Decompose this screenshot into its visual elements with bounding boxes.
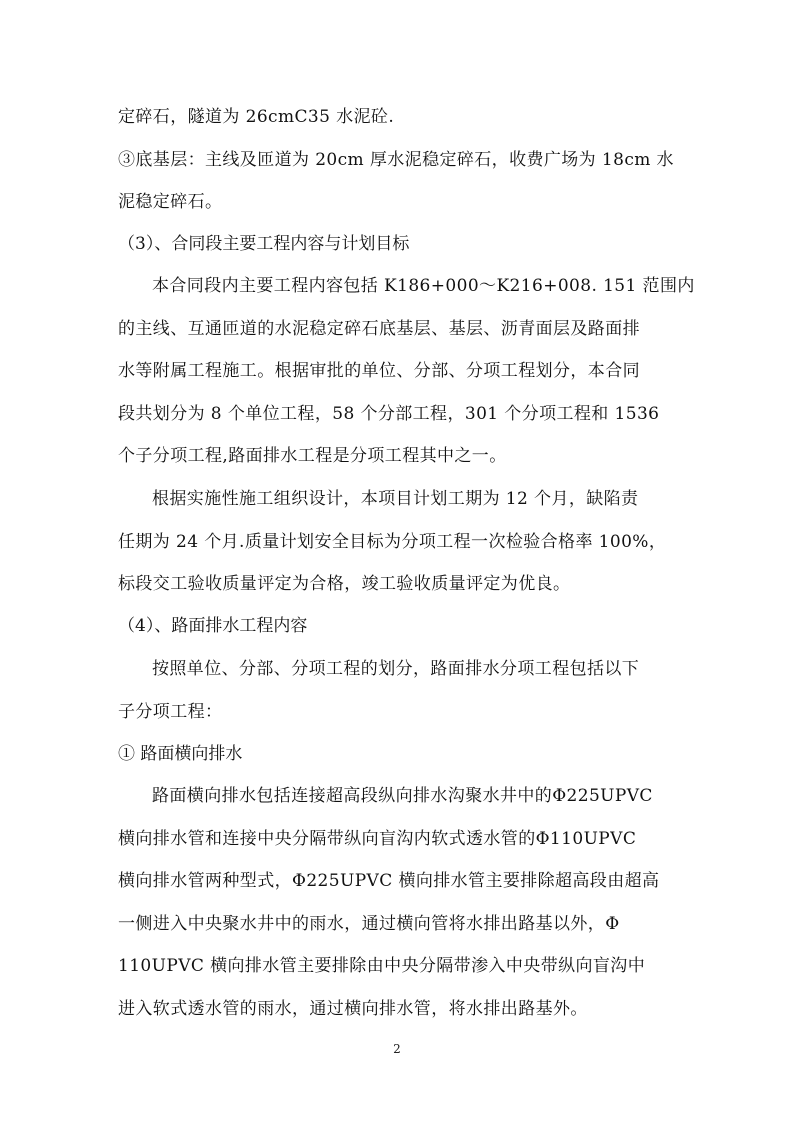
text-line: 的主线、互通匝道的水泥稳定碎石底基层、基层、沥青面层及路面排 [118,318,640,339]
paragraph-base-layer [118,96,678,224]
text-line: 本合同段内主要工程内容包括 K186+000～K216+008. 151 范围内 [152,276,695,296]
text-line: 路面横向排水包括连接超高段纵向排水沟聚水井中的Φ225UPVC [152,786,653,806]
section-heading-3: （3）、合同段主要工程内容与计划目标 [118,234,410,254]
paragraph-schedule [118,478,678,606]
text-line: 标段交工验收质量评定为合格，竣工验收质量评定为优良。 [118,574,571,594]
paragraph-transverse-drainage [118,775,678,1030]
subsection-heading-transverse-drainage: ① 路面横向排水 [118,744,243,764]
text-line: 根据实施性施工组织设计，本项目计划工期为 12 个月，缺陷责 [152,489,639,509]
text-line: 个子分项工程,路面排水工程是分项工程其中之一。 [118,446,507,466]
paragraph-drainage-scope [118,648,678,733]
text-line: 进入软式透水管的雨水，通过横向排水管，将水排出路基外。 [118,998,588,1019]
text-line: 水等附属工程施工。根据审批的单位、分部、分项工程划分，本合同 [118,361,640,381]
text-line: 定碎石，隧道为 26cmC35 水泥砼. [118,107,395,127]
text-line: 横向排水管两种型式，Φ225UPVC 横向排水管主要排除超高段由超高 [118,871,660,891]
paragraph-main-content [118,265,695,478]
text-line: ③底基层：主线及匝道为 20cm 厚水泥稳定碎石，收费广场为 18cm 水 [118,149,674,170]
section-heading-4: （4）、路面排水工程内容 [118,616,308,636]
text-line: 横向排水管和连接中央分隔带纵向盲沟内软式透水管的Φ110UPVC [118,828,637,849]
text-line: 段共划分为 8 个单位工程，58 个分部工程，301 个分项工程和 1536 [118,403,660,424]
text-line: 泥稳定碎石。 [118,192,223,212]
text-line: 110UPVC 横向排水管主要排除由中央分隔带渗入中央带纵向盲沟中 [118,956,646,976]
text-line: 子分项工程： [118,701,223,722]
text-line: 任期为 24 个月.质量计划安全目标为分项工程一次检验合格率 100%， [118,531,667,552]
text-line: 按照单位、分部、分项工程的划分，路面排水分项工程包括以下 [152,659,640,679]
text-line: 一侧进入中央聚水井中的雨水，通过横向管将水排出路基以外，Φ [118,913,620,934]
page-number: 2 [393,1042,401,1056]
